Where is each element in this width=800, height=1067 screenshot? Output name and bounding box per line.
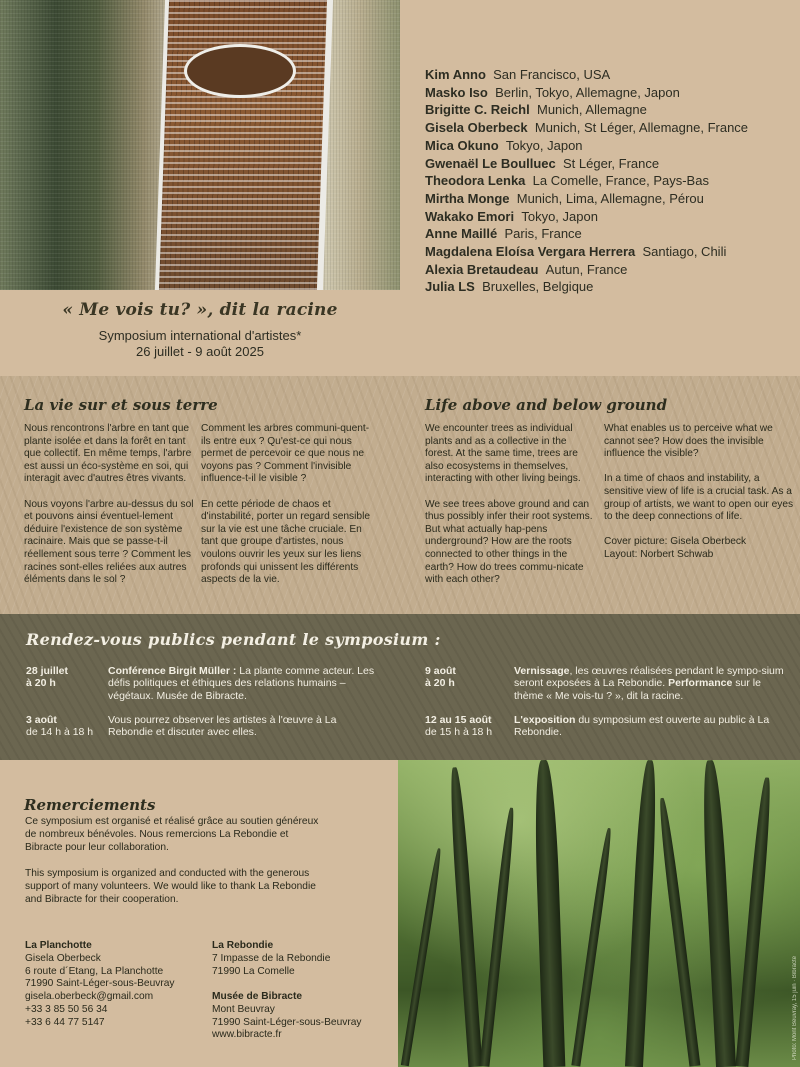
event-tail-bold: Performance: [668, 677, 733, 690]
artist-name: Gisela Oberbeck: [425, 120, 528, 136]
title-block: [0, 300, 400, 360]
event-text: La plante comme acteur. Les défis politiques et éthiques des relations humains – végétaux. Musée de Bibracte.: [108, 665, 375, 702]
symposium-dates: 26 juillet - 9 août 2025: [136, 344, 264, 359]
paragraph: What enables us to perceive what we cannot see? How does the invisible influence the visible?: [604, 423, 773, 460]
english-col-1: [425, 423, 597, 587]
artist-name: Magdalena Eloísa Vergara Herrera: [425, 244, 636, 260]
contact-website[interactable]: www.bibracte.fr: [212, 1029, 282, 1041]
artist-name: Julia LS: [425, 279, 475, 295]
tree-trunk: [700, 760, 736, 1067]
paragraph: En cette période de chaos et d'instabilité, porter un regard sensible sur la vie est une tâche cruciale. En tant que groupe d'artistes, nous voulons ouvrir les yeux sur les liens profonds qui unissent les différents aspects de la vie.: [201, 498, 371, 586]
artist-name: Wakako Emori: [425, 208, 515, 224]
event-text: du symposium est ouverte au public à La Rebondie.: [514, 714, 770, 739]
tree-trunk: [735, 777, 773, 1067]
artist-name: Mirtha Monge: [425, 190, 510, 206]
contact-bibracte: [212, 991, 397, 1042]
tree-trunk: [657, 797, 701, 1066]
artist-place: Munich, St Léger, Allemagne, France: [534, 120, 749, 136]
artist-place: Autun, France: [545, 261, 628, 277]
artist-entry: [425, 172, 795, 190]
contact-person: Gisela Oberbeck: [25, 952, 101, 964]
event-date: [26, 714, 116, 739]
event-description: [108, 665, 390, 702]
event-date: [425, 714, 515, 739]
artist-entry: [425, 278, 795, 296]
artist-place: Tokyo, Japon: [521, 208, 598, 224]
event-time: à 20 h: [26, 677, 56, 690]
event-day: 12 au 15 août: [425, 714, 492, 726]
paragraph: Nous rencontrons l'arbre en tant que plante isolée et dans la forêt en tant que collectif. En même temps, l'arbre est aussi un éco-système en soi, qui interagit avec d'autres êtres vivants.: [24, 423, 192, 485]
artist-entry: [425, 84, 795, 102]
tree-trunk: [401, 848, 443, 1067]
contact-planchotte: [25, 940, 215, 1030]
english-heading: Life above and below ground: [425, 396, 668, 414]
artist-place: Munich, Allemagne: [536, 102, 647, 118]
paragraph: We encounter trees as individual plants and as a collective in the forest. At the same time, trees are also ecosystems in themselves, interacting with other living beings.: [425, 423, 581, 485]
contact-rebondie: [212, 940, 392, 978]
french-col-1: [24, 423, 196, 587]
french-heading: La vie sur et sous terre: [24, 396, 218, 414]
event-description: [514, 714, 786, 739]
artist-name: Brigitte C. Reichl: [425, 102, 530, 118]
artist-name: Mica Okuno: [425, 137, 499, 153]
artist-entry: [425, 261, 795, 279]
contact-email[interactable]: gisela.oberbeck@gmail.com: [25, 991, 154, 1003]
event-time: de 14 h à 18 h: [26, 726, 94, 739]
artist-place: San Francisco, USA: [493, 67, 611, 82]
event-day: 3 août: [26, 714, 57, 726]
contact-city: 71990 Saint-Léger-sous-Beuvray: [25, 978, 175, 990]
contact-heading: La Planchotte: [25, 940, 92, 951]
contact-mobile[interactable]: +33 6 44 77 5147: [25, 1016, 105, 1028]
artist-name: Gwenaël Le Boulluec: [425, 155, 556, 171]
contact-city: 71990 La Comelle: [212, 965, 295, 977]
paragraph: Comment les arbres communi-quent-ils entre eux ? Qu'est-ce qui nous permet de percevoir ce que nous ne voyons pas ? Comment l'invisible influence-t-il le visible ?: [201, 423, 370, 485]
photo-credit: Photo: Mont Beuvray, 15 juin · Bibracte: [792, 956, 798, 1060]
thanks-text-fr: Ce symposium est organisé et réalisé grâce au soutien généreux de nombreux bénévoles. Nous remercions La Rebondie et Bibracte pour leur collaboration.: [25, 816, 319, 853]
event-time: à 20 h: [425, 677, 455, 690]
tree-trunk: [448, 767, 483, 1067]
event-lead: Conférence Birgit Müller :: [108, 665, 240, 677]
event-lead: L'exposition: [514, 714, 576, 726]
artist-place: Berlin, Tokyo, Allemagne, Japon: [495, 84, 680, 100]
contact-address: Mont Beuvray: [212, 1003, 275, 1015]
contact-phone[interactable]: +33 3 85 50 56 34: [25, 1003, 108, 1015]
eye-cutout-shape: [184, 44, 296, 98]
symposium-subtitle: Symposium international d'artistes*: [98, 328, 302, 343]
event-lead: Vernissage: [514, 665, 570, 677]
event-time: de 15 h à 18 h: [425, 726, 493, 739]
forest-photo: [398, 760, 800, 1067]
artist-entry: [425, 119, 795, 137]
tree-trunk: [625, 760, 659, 1067]
artist-place: Paris, France: [504, 226, 582, 242]
paragraph: Nous voyons l'arbre au-dessus du sol et pouvons ainsi éventuel-lement déduire l'existence de son système racinaire. Mais que se passe-t-il réellement sous terre ? Comment les racines sont-elles reliées aux autres éléments dans le sol ?: [24, 498, 194, 586]
contact-city: 71990 Saint-Léger-sous-Beuvray: [212, 1016, 362, 1028]
events-band: [0, 614, 800, 760]
artist-entry: [425, 225, 795, 243]
events-heading: Rendez-vous publics pendant le symposium :: [26, 630, 441, 649]
contact-address: 6 route d´Etang, La Planchotte: [25, 965, 164, 977]
thanks-heading: Remerciements: [24, 796, 156, 814]
artist-entry: [425, 66, 795, 84]
event-description: [514, 665, 786, 702]
artist-list: [425, 66, 795, 296]
artist-entry: [425, 208, 795, 226]
contact-address: 7 Impasse de la Rebondie: [212, 952, 331, 964]
contact-heading: La Rebondie: [212, 940, 274, 951]
french-col-2: [201, 423, 373, 587]
artist-name: Kim Anno: [425, 67, 486, 82]
contact-heading: Musée de Bibracte: [212, 991, 303, 1002]
event-description: [108, 714, 358, 739]
symposium-title: « Me vois tu? », dit la racine: [62, 300, 338, 320]
cover-artwork-image: [0, 0, 400, 290]
artist-entry: [425, 101, 795, 119]
description-band: [0, 376, 800, 614]
tree-trunk: [533, 760, 566, 1067]
event-day: 28 juillet: [26, 665, 69, 677]
artist-entry: [425, 190, 795, 208]
artist-name: Alexia Bretaudeau: [425, 261, 539, 277]
artist-place: Munich, Lima, Allemagne, Pérou: [516, 190, 704, 206]
paragraph: In a time of chaos and instability, a sensitive view of life is a crucial task. As a group of artists, we want to open our eyes to the deep connections of life.: [604, 473, 794, 523]
artist-name: Anne Maillé: [425, 226, 498, 242]
artist-entry: [425, 137, 795, 155]
tree-trunk: [479, 807, 516, 1067]
english-col-2: [604, 423, 794, 562]
tree-trunk: [571, 828, 613, 1067]
artist-place: St Léger, France: [563, 155, 660, 171]
artist-entry: [425, 155, 795, 173]
artist-place: La Comelle, France, Pays-Bas: [532, 173, 709, 189]
event-day: 9 août: [425, 665, 456, 677]
artist-entry: [425, 243, 795, 261]
thanks-text-en: This symposium is organized and conducted with the generous support of many volunteers. We would like to thank La Rebondie and Bibracte for their cooperation.: [25, 868, 316, 905]
artist-place: Tokyo, Japon: [505, 137, 583, 153]
artist-place: Bruxelles, Belgique: [482, 279, 594, 295]
artist-name: Masko Iso: [425, 84, 488, 100]
event-date: [425, 665, 515, 690]
event-tail: sur le thème « Me vois-tu ? », dit la racine.: [514, 677, 761, 702]
credits: Cover picture: Gisela Oberbeck Layout: Norbert Schwab: [604, 536, 747, 560]
event-text: , les œuvres réalisées pendant le sympo-sium seront exposées à La Rebondie.: [514, 665, 784, 690]
artist-name: Theodora Lenka: [425, 173, 526, 189]
artist-place: Santiago, Chili: [642, 244, 727, 260]
paragraph: We see trees above ground and can thus possibly infer their root systems. But what actually hap-pens underground? How are the roots connected to other things in the earth? How do trees commu-nicate with each other?: [425, 498, 593, 586]
event-text: Vous pourrez observer les artistes à l'œuvre à La Rebondie et discuter avec elles.: [108, 714, 337, 739]
event-date: [26, 665, 116, 690]
